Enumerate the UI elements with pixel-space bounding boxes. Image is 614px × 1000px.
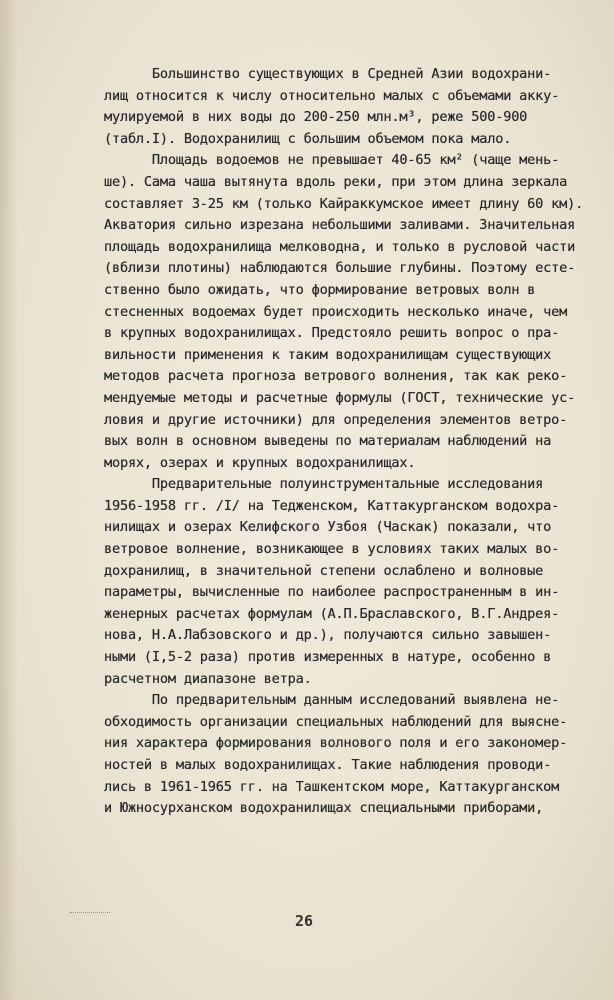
page-edge-shadow (0, 0, 18, 1000)
text-line: ными (I,5-2 раза) против измеренных в натуре, особенно в (104, 649, 552, 666)
text-line: ния характера формирования волнового поля и его закономер- (104, 735, 568, 752)
text-line: дохранилищ, в значительной степени ослаблено и волновые (104, 562, 544, 579)
text-line: лись в 1961-1965 гг. на Ташкентском море, Каттакурганском (104, 778, 560, 795)
text-line: Площадь водоемов не превышает 40-65 км² (чаще мень- (104, 152, 560, 169)
text-line: лищ относится к числу относительно малых с объемами акку- (104, 87, 560, 104)
text-line: По предварительным данным исследований выявлена не- (104, 692, 560, 709)
text-line: мендуемые методы и расчетные формулы (ГОСТ, технические ус- (104, 389, 576, 406)
margin-mark (70, 912, 110, 915)
text-line: ветровое волнение, возникающее в условиях таких малых во- (104, 541, 560, 558)
text-line: вых волн в основном выведены по материалам наблюдений на (104, 433, 552, 450)
text-line: составляет 3-25 км (только Кайраккумское имеет длину 60 км). (104, 195, 584, 212)
text-line: ше). Сама чаша вытянута вдоль реки, при этом длина зеркала (104, 173, 568, 190)
text-line: вильности применения к таким водохранилищам существующих (104, 346, 552, 363)
text-line: расчетном диапазоне ветра. (104, 670, 312, 687)
text-line: Предварительные полуинструментальные исследования (104, 476, 544, 493)
text-line: ственно было ожидать, что формирование ветровых волн в (104, 281, 536, 298)
text-line: методов расчета прогноза ветрового волнения, так как реко- (104, 368, 568, 385)
text-line: параметры, вычисленные по наиболее распространенным в ин- (104, 584, 560, 601)
text-line: морях, озерах и крупных водохранилищах. (104, 454, 416, 471)
text-line: ловия и другие источники) для определения элементов ветро- (104, 411, 568, 428)
text-line: ностей в малых водохранилищах. Такие наблюдения проводи- (104, 757, 552, 773)
text-line: нова, Н.А.Лабзовского и др.), получаются сильно завышен- (104, 627, 552, 644)
text-line: (табл.I). Водохранилищ с большим объемом пока мало. (104, 130, 512, 147)
text-line: стесненных водоемах будет происходить несколько иначе, чем (104, 303, 568, 320)
text-line: площадь водохранилища мелководна, и только в русловой части (104, 238, 576, 255)
text-line: обходимость организации специальных наблюдений для выясне- (104, 713, 568, 730)
page-number: 26 (295, 912, 314, 930)
text-line: Большинство существующих в Средней Азии водохрани- (104, 66, 552, 82)
text-line: нилищах и озерах Келифского Узбоя (Часкак) показали, что (104, 519, 552, 536)
text-line: мулируемой в них воды до 200-250 млн.м³, реже 500-900 (104, 109, 528, 126)
text-line: (вблизи плотины) наблюдаются большие глубины. Поэтому есте- (104, 260, 576, 277)
text-line: Акватория сильно изрезана небольшими заливами. Значительная (104, 217, 576, 234)
text-line: и Южносурханском водохранилищах специальными приборами, (104, 800, 544, 817)
text-line: 1956-1958 гг. /I/ на Теджeнском, Каттакурганском водохра- (104, 497, 560, 514)
body-text (104, 64, 609, 820)
text-line: в крупных водохранилищах. Предстояло решить вопрос о пра- (104, 325, 560, 342)
text-line: женерных расчетах формулам (А.П.Браславского, В.Г.Андрея- (104, 605, 560, 622)
